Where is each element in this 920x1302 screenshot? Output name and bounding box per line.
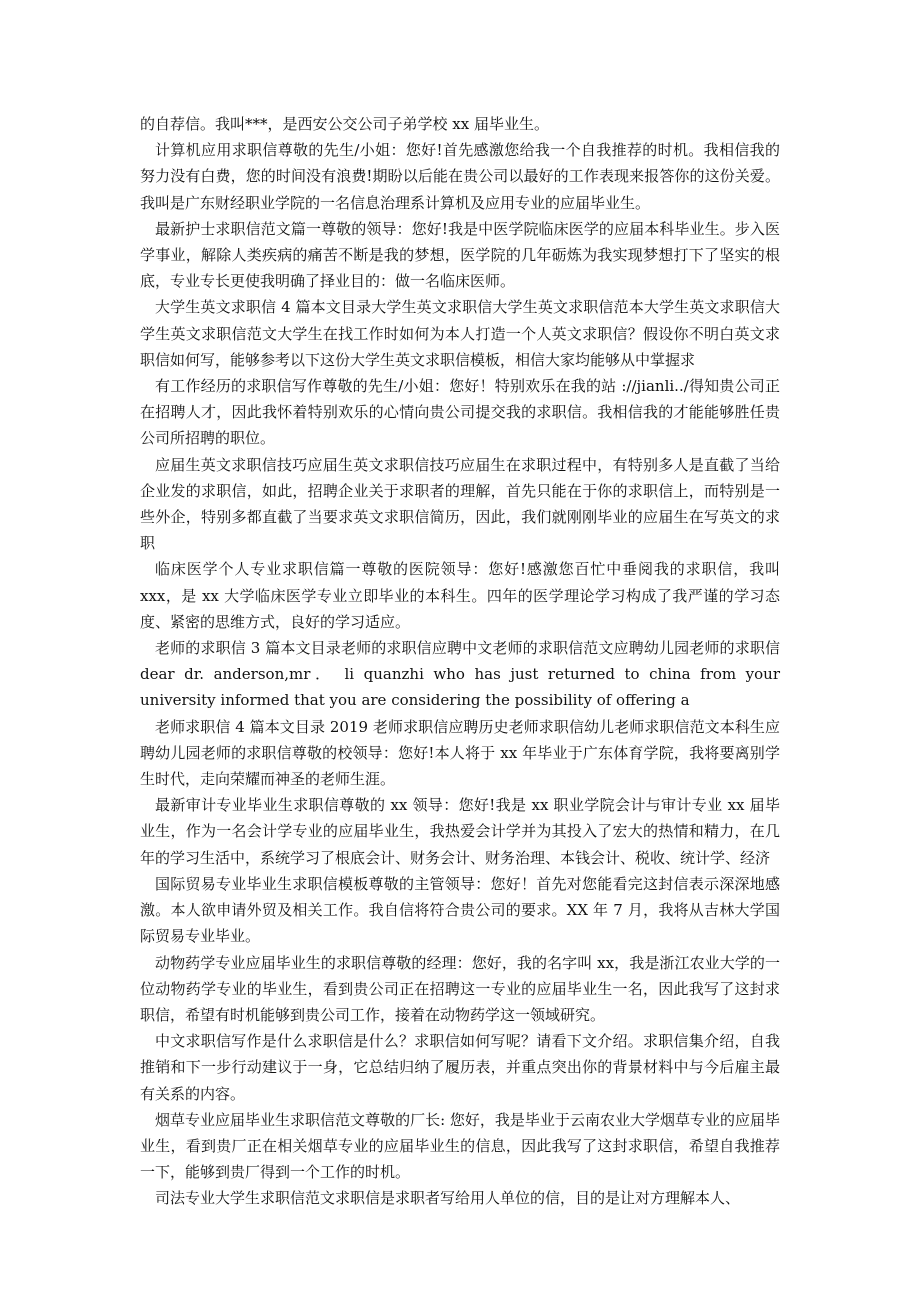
paragraph-self-recommendation-end: 的自荐信。我叫***，是西安公交公司子弟学校 xx 届毕业生。 [140,115,549,133]
paragraph-computer-application: 计算机应用求职信尊敬的先生/小姐：您好!首先感激您给我一个自我推荐的时机。我相信我的努力没有白费，您的时间没有浪费!期盼以后能在贵公司以最好的工作表现来报答你的这份关爱。我叫是广东财经职业学院的一名信息治理系计算机及应用专业的应届毕业生。 [140,141,780,212]
paragraph-teacher-3: 老师的求职信 3 篇本文目录老师的求职信应聘中文老师的求职信范文应聘幼儿园老师的求职信 dear dr. anderson,mr． li quanzhi who has just returned to china from your university informed that you are considering the possibility of offering a [140,639,780,710]
paragraph-tobacco: 烟草专业应届毕业生求职信范文尊敬的厂长: 您好，我是毕业于云南农业大学烟草专业的应届毕业生，看到贵厂正在相关烟草专业的应届毕业生的信息，因此我写了这封求职信，希望自我推荐一下，能够到贵厂得到一个工作的时机。 [140,1110,780,1182]
paragraph-teacher-4: 老师求职信 4 篇本文目录 2019 老师求职信应聘历史老师求职信幼儿老师求职信范文本科生应聘幼儿园老师的求职信尊敬的校领导：您好!本人将于 xx 年毕业于广东体育学院，我将要离别学生时代，走向荣耀而神圣的老师生涯。 [140,717,780,789]
paragraph-nurse: 最新护士求职信范文篇一尊敬的领导：您好!我是中医学院临床医学的应届本科毕业生。步入医学事业，解除人类疾病的痛苦不断是我的梦想，医学院的几年砺炼为我实现梦想打下了坚实的根底，专业专长更使我明确了择业目的：做一名临床医师。 [140,219,780,291]
paragraph-chinese-writing: 中文求职信写作是什么求职信是什么？求职信如何写呢？请看下文介绍。求职信集介绍，自我推销和下一步行动建议于一身，它总结归纳了履历表，并重点突出你的背景材料中与今后雇主最有关系的内容。 [140,1032,780,1103]
paragraph-animal-pharmacy: 动物药学专业应届毕业生的求职信尊敬的经理：您好，我的名字叫 xx，我是浙江农业大学的一位动物药学专业的毕业生，看到贵公司正在招聘这一专业的应届毕业生一名，因此我写了这封求职信，希望有时机能够到贵公司工作，接着在动物药学这一领域研究。 [140,953,780,1024]
paragraph-graduate-english-tips: 应届生英文求职信技巧应届生英文求职信技巧应届生在求职过程中，有特别多人是直截了当给企业发的求职信，如此，招聘企业关于求职者的理解，首先只能在于你的求职信上，而特别是一些外企，特别多都直截了当要求英文求职信简历，因此，我们就刚刚毕业的应届生在写英文的求职 [140,455,780,553]
paragraph-judicial: 司法专业大学生求职信范文求职信是求职者写给用人单位的信，目的是让对方理解本人、 [155,1189,741,1208]
document-body [140,111,780,1212]
paragraph-work-experience: 有工作经历的求职信写作尊敬的先生/小姐：您好！特别欢乐在我的站 ://jianli../得知贵公司正在招聘人才，因此我怀着特别欢乐的心情向贵公司提交我的求职信。我相信我的才能能够胜任贵公司所招聘的职位。 [140,377,780,448]
paragraph-clinical-medicine: 临床医学个人专业求职信篇一尊敬的医院领导：您好!感激您百忙中垂阅我的求职信，我叫 xxx，是 xx 大学临床医学专业立即毕业的本科生。四年的医学理论学习构成了我严谨的学习态度、紧密的思维方式，良好的学习适应。 [140,560,780,631]
paragraph-student-english: 大学生英文求职信 4 篇本文目录大学生英文求职信大学生英文求职信范本大学生英文求职信大学生英文求职信范文大学生在找工作时如何为本人打造一个人英文求职信？假设你不明白英文求职信如何写，能够参考以下这份大学生英文求职信模板，相信大家均能够从中掌握求 [140,298,780,369]
paragraph-international-trade: 国际贸易专业毕业生求职信模板尊敬的主管领导：您好！首先对您能看完这封信表示深深地感激。本人欲申请外贸及相关工作。我自信将符合贵公司的要求。XX 年 7 月，我将从吉林大学国际贸易专业毕业。 [140,874,780,946]
paragraph-audit: 最新审计专业毕业生求职信尊敬的 xx 领导：您好!我是 xx 职业学院会计与审计专业 xx 届毕业生，作为一名会计学专业的应届毕业生，我热爱会计学并为其投入了宏大的热情和精力，在几年的学习生活中，系统学习了根底会计、财务会计、财务治理、本钱会计、税收、统计学、经济 [140,796,780,867]
